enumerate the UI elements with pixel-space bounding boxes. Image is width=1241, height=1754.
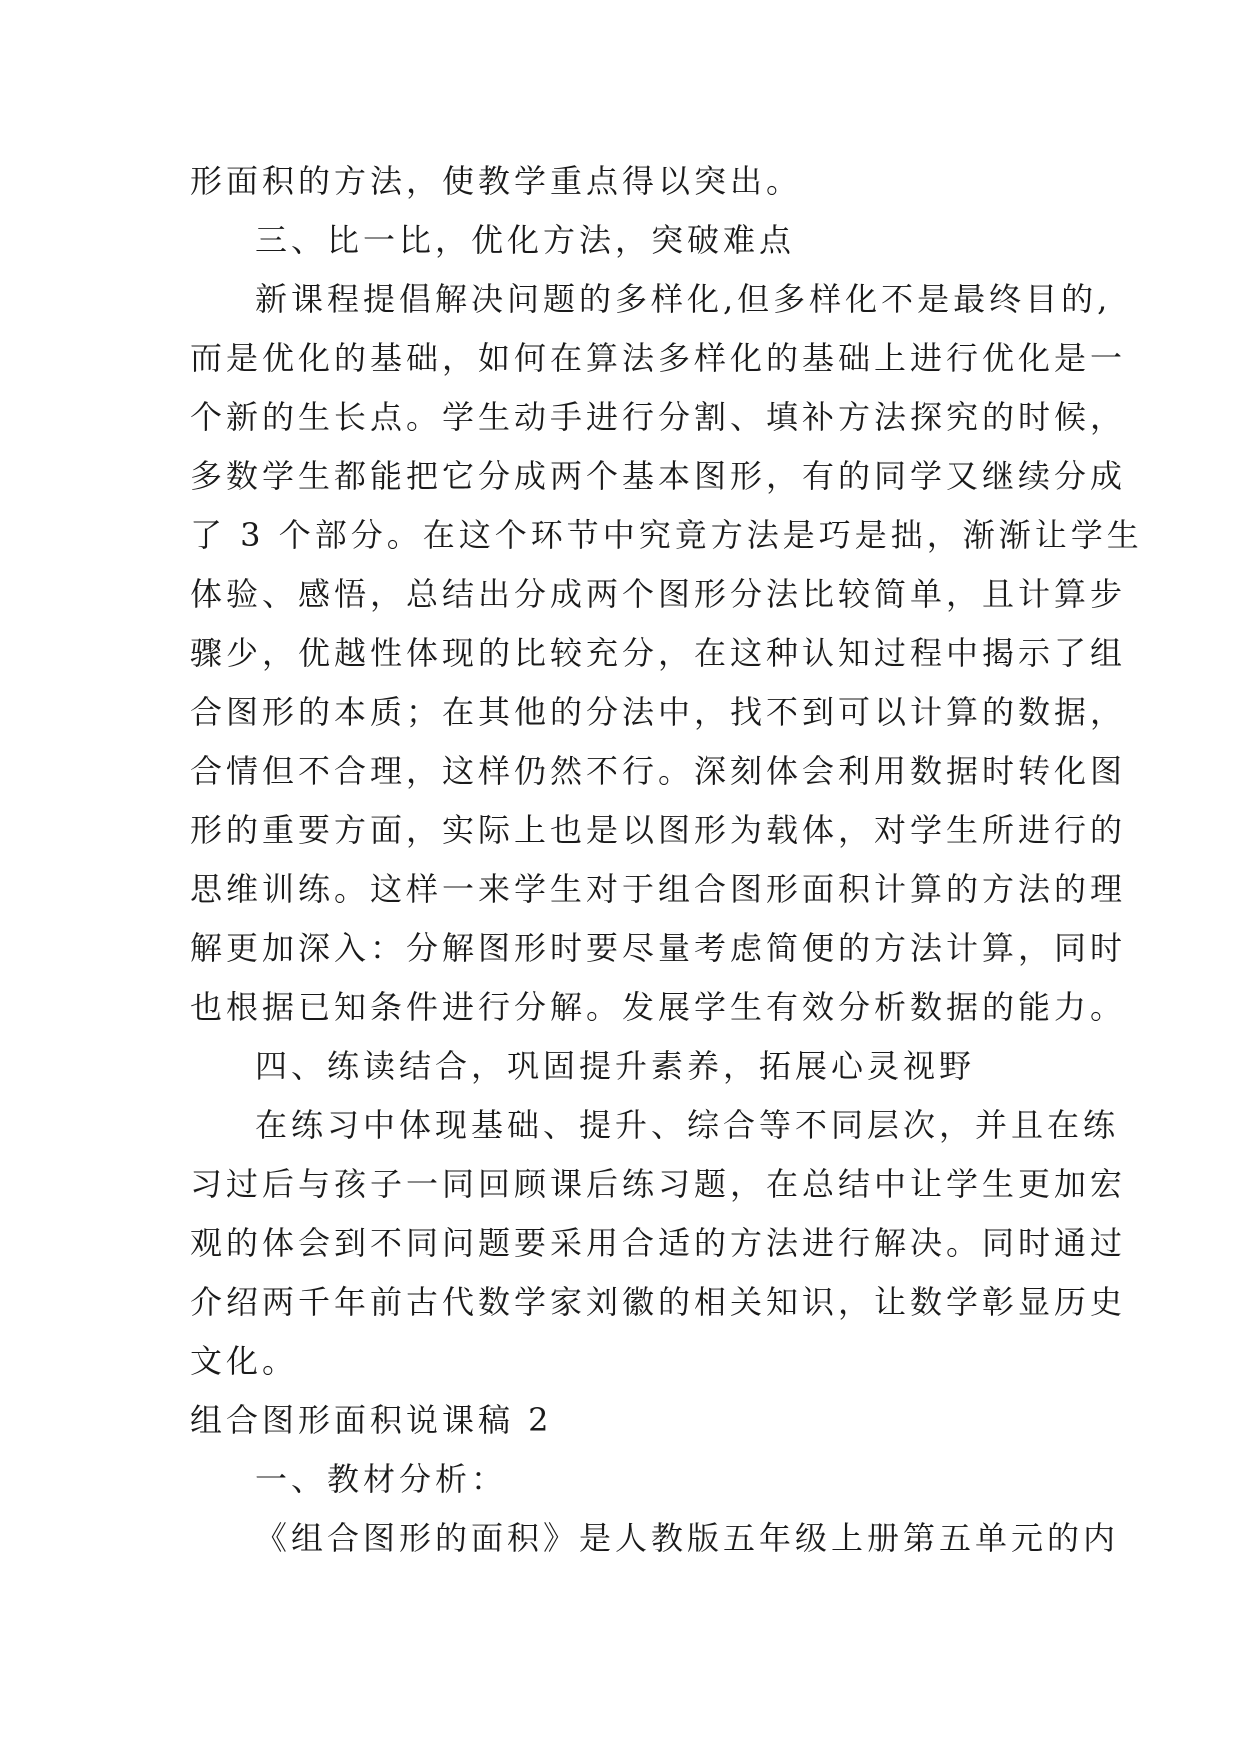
paragraph-line: 思维训练。这样一来学生对于组合图形面积计算的方法的理 — [190, 870, 1127, 908]
paragraph-line: 多数学生都能把它分成两个基本图形，有的同学又继续分成 — [190, 457, 1127, 495]
paragraph-line: 在练习中体现基础、提升、综合等不同层次，并且在练 — [255, 1106, 1120, 1144]
paragraph-line: 合图形的本质；在其他的分法中，找不到可以计算的数据， — [190, 693, 1127, 731]
paragraph-line: 介绍两千年前古代数学家刘徽的相关知识，让数学彰显历史 — [190, 1283, 1127, 1321]
paragraph-line: 了 3 个部分。在这个环节中究竟方法是巧是拙，渐渐让学生 — [190, 516, 1143, 554]
paragraph-line: 新课程提倡解决问题的多样化,但多样化不是最终目的, — [255, 280, 1112, 318]
paragraph-line: 形面积的方法，使教学重点得以突出。 — [190, 162, 803, 200]
paragraph-line: 《组合图形的面积》是人教版五年级上册第五单元的内 — [255, 1519, 1120, 1557]
document-title: 组合图形面积说课稿 2 — [190, 1401, 553, 1439]
paragraph-line: 骤少，优越性体现的比较充分，在这种认知过程中揭示了组 — [190, 634, 1127, 672]
paragraph-line: 体验、感悟，总结出分成两个图形分法比较简单，且计算步 — [190, 575, 1127, 613]
paragraph-line: 习过后与孩子一同回顾课后练习题，在总结中让学生更加宏 — [190, 1165, 1127, 1203]
paragraph-line: 合情但不合理，这样仍然不行。深刻体会利用数据时转化图 — [190, 752, 1127, 790]
section-heading: 三、比一比，优化方法，突破难点 — [255, 221, 796, 259]
section-heading: 一、教材分析： — [255, 1460, 508, 1498]
section-heading: 四、练读结合，巩固提升素养，拓展心灵视野 — [255, 1047, 976, 1085]
paragraph-line: 也根据已知条件进行分解。发展学生有效分析数据的能力。 — [190, 988, 1127, 1026]
paragraph-line: 观的体会到不同问题要采用合适的方法进行解决。同时通过 — [190, 1224, 1127, 1262]
paragraph-line: 形的重要方面，实际上也是以图形为载体，对学生所进行的 — [190, 811, 1127, 849]
paragraph-line: 文化。 — [190, 1342, 299, 1380]
paragraph-line: 而是优化的基础，如何在算法多样化的基础上进行优化是一 — [190, 339, 1127, 377]
paragraph-line: 解更加深入：分解图形时要尽量考虑简便的方法计算，同时 — [190, 929, 1127, 967]
paragraph-line: 个新的生长点。学生动手进行分割、填补方法探究的时候， — [190, 398, 1127, 436]
